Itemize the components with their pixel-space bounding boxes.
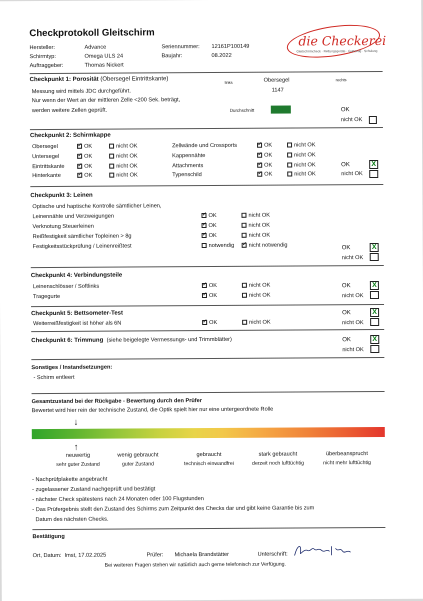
cp3-row-label: Festigkeitsstückprüfung / Leinenreißtest xyxy=(32,243,132,251)
level-desc: technisch einwandfrei xyxy=(184,460,234,468)
divider xyxy=(31,329,384,332)
cp4-ok-label: OK xyxy=(341,283,351,290)
divider xyxy=(31,357,384,360)
cp5-ok-label: OK xyxy=(342,310,351,317)
footer-note: Bei weiteren Fragen stehen wir natürlich auch gerne telefonisch zur Verfügung. xyxy=(104,561,287,569)
cp4-ok-option[interactable]: ✓ OK xyxy=(202,283,217,289)
pruefer-value: Michaela Brandstätter xyxy=(174,551,229,559)
cp5-nok-option[interactable]: nicht OK xyxy=(242,320,270,326)
cp2-ok-option[interactable]: ✓ OK xyxy=(77,173,92,179)
cp6-nichtok-box[interactable] xyxy=(370,345,379,353)
cp5-row-label: Weiterreißfestigkeit ist höher als 6N xyxy=(33,320,122,328)
cp2-title: Checkpunkt 2: Schirmkappe xyxy=(29,132,111,140)
cp5-nichtok-box[interactable] xyxy=(370,318,379,326)
logo-tagline: Gleitschirmcheck · Rettungsgeräte · Gurtzeug · Schulung xyxy=(296,48,378,54)
cp1-nichtok-box[interactable] xyxy=(369,116,377,124)
baujahr-label: Baujahr: xyxy=(161,53,183,60)
auftraggeber-value: Thomas Nickert xyxy=(84,62,124,69)
cp1-obersegel-label: Obersegel xyxy=(263,77,290,84)
cp3-row-label: Reißfestigkeit sämtlicher Topleinen > 8g xyxy=(32,233,132,241)
cp3-ok-label: OK xyxy=(341,245,351,252)
cp4-row-label: Tragegurte xyxy=(32,293,61,301)
cp2-nok-option[interactable]: nicht OK xyxy=(287,152,315,158)
cp2-row-label: Zellwände und Crossports xyxy=(172,142,238,150)
cp1-line2: Nur wenn der Wert an der mittleren Zelle <200 Sek. beträgt, xyxy=(31,97,181,105)
pruefer-label: Prüfer: xyxy=(146,552,164,559)
checkbox-checked[interactable] xyxy=(257,172,262,177)
level-name: wenig gebraucht xyxy=(117,452,159,459)
cp5-title: Checkpunkt 5: Bettsometer-Test xyxy=(31,310,124,318)
checkbox-empty[interactable] xyxy=(241,213,246,218)
cp1-rechts-label: rechts xyxy=(335,77,347,83)
cp2-ok-option[interactable]: ✓ OK xyxy=(257,163,272,169)
cp2-nok-option[interactable]: nicht OK xyxy=(287,162,315,168)
divider xyxy=(32,527,385,530)
schirmtyp-value: Omega ULS 24 xyxy=(84,53,124,60)
gesamt-title: Gesamtzustand bei der Rückgabe - Bewertung durch den Prüfer xyxy=(31,398,202,406)
cp3-title: Checkpunkt 3: Leinen xyxy=(30,192,93,200)
checkbox-checked[interactable] xyxy=(77,144,82,149)
level-name: gebraucht xyxy=(196,451,222,459)
cp1-value-mid: 1147 xyxy=(271,87,284,94)
cp6-ok-label: OK xyxy=(342,337,351,344)
cp1-durchschnitt-label: Durchschnitt xyxy=(229,107,255,113)
cp2-ok-option[interactable]: ✓ OK xyxy=(77,164,92,170)
checkbox-empty[interactable] xyxy=(242,293,247,298)
cp2-ok-option[interactable]: ✓ OK xyxy=(257,143,272,149)
divider xyxy=(31,304,384,307)
cp1-durchschnitt-value: 1147 xyxy=(271,106,291,114)
cp2-nok-option[interactable]: nicht OK xyxy=(287,142,315,148)
cp4-ok-option[interactable]: ✓ OK xyxy=(202,293,217,299)
cp4-nok-option[interactable]: nicht OK xyxy=(242,293,270,299)
cp1-title: Checkpunkt 1: Porosität (Obersegel Eintrittskante) xyxy=(29,76,169,84)
cp5-nichtok-label: nicht OK xyxy=(342,320,364,327)
cp2-row-label: Attachments xyxy=(172,163,204,170)
seriennummer-label: Seriennummer: xyxy=(161,44,200,51)
signature xyxy=(291,540,353,560)
cp3-row-label: Leinennähte und Verzweigungen xyxy=(32,213,115,221)
cp2-ok-option[interactable]: ✓ OK xyxy=(257,172,272,178)
cp3-ok-option[interactable]: ✓ OK xyxy=(202,233,217,239)
cp2-row-label: Kappennähte xyxy=(172,153,206,160)
cp3-nichtok-label: nicht OK xyxy=(341,255,364,262)
unterschrift-label: Unterschrift: xyxy=(257,551,288,558)
hersteller-label: Hersteller: xyxy=(29,44,55,52)
baujahr-value: 08.2022 xyxy=(211,52,232,59)
seriennummer-value: 12161P100149 xyxy=(211,43,250,50)
divider xyxy=(31,265,384,268)
sonstiges-title: Sonstiges / Instandsetzungen: xyxy=(31,364,113,372)
schirmtyp-label: Schirmtyp: xyxy=(29,53,56,61)
cp4-title: Checkpunkt 4: Verbindungsteile xyxy=(30,272,123,280)
cp3-notwendig-option[interactable]: notwendig xyxy=(202,243,235,249)
cp1-line3: werden weitere Zellen geprüft. xyxy=(31,107,108,115)
divider xyxy=(32,391,385,394)
cp3-nok-option[interactable]: nicht OK xyxy=(242,223,270,229)
checkbox-empty[interactable] xyxy=(242,223,247,228)
cp3-nok-option[interactable]: nicht OK xyxy=(242,233,270,239)
cp5-ok-option[interactable]: ✓ OK xyxy=(202,320,217,326)
cp2-nok-option[interactable]: nicht OK xyxy=(287,171,315,177)
checkbox-checked[interactable] xyxy=(202,293,207,298)
checkbox-empty[interactable] xyxy=(109,173,114,178)
cp6-ok-mark[interactable]: X xyxy=(370,335,379,344)
cp3-nok-option[interactable]: nicht OK xyxy=(241,213,269,219)
checkbox-empty[interactable] xyxy=(242,283,247,288)
checkbox-checked[interactable] xyxy=(257,153,262,158)
cp6-title: Checkpunkt 6: Trimmung (siehe beigelegte Vermessungs- und Trimmblätter) xyxy=(31,336,232,345)
checkbox-checked[interactable] xyxy=(257,163,262,168)
cp1-links-label: links xyxy=(224,79,233,85)
cp1-nichtok-label: nicht OK xyxy=(340,117,363,124)
condition-scale xyxy=(32,427,385,439)
rating-marker-icon: ↓ xyxy=(73,416,79,427)
cp2-row-label: Typenschild xyxy=(172,172,202,179)
checkbox-checked[interactable] xyxy=(202,283,207,288)
cp3-intro: Optische und haptische Kontrolle sämtlicher Leinen, xyxy=(32,203,162,211)
cp2-row-label: Untersegel xyxy=(32,153,60,161)
level-desc: nicht mehr lufttüchtig xyxy=(323,460,371,467)
checkbox-checked[interactable] xyxy=(202,223,207,228)
checkbox-empty[interactable] xyxy=(242,320,247,325)
cp3-row-label: Verknotung Steuerleinen xyxy=(32,223,94,231)
checkbox-checked[interactable] xyxy=(77,173,82,178)
cp2-nok-option[interactable]: nicht OK xyxy=(109,163,137,169)
cp2-ok-label: OK xyxy=(341,162,350,169)
cp3-nicht-notwendig-option[interactable]: ✓ nicht notwendig xyxy=(242,243,288,249)
cp2-nichtok-label: nicht OK xyxy=(341,171,363,178)
cp2-nok-option[interactable]: nicht OK xyxy=(109,172,137,178)
page-title: Checkprotokoll Gleitschirm xyxy=(29,27,155,40)
checkbox-checked[interactable] xyxy=(77,164,82,169)
note-item: - zugelassener Zustand nachgeprüft und bestätigt xyxy=(32,486,156,494)
checkbox-empty[interactable] xyxy=(287,163,292,168)
cp2-row-label: Obersegel xyxy=(32,143,58,151)
note-item: - nächster Check spätestens nach 24 Monaten oder 100 Flugstunden xyxy=(32,496,204,504)
checkbox-empty[interactable] xyxy=(202,243,207,248)
checkbox-empty[interactable] xyxy=(109,154,114,159)
cp4-ok-mark[interactable]: X xyxy=(370,281,379,290)
logo-text: die Checkerei xyxy=(298,32,387,49)
auftraggeber-label: Auftraggeber: xyxy=(29,62,64,70)
cp2-ok-option[interactable]: ✓ OK xyxy=(77,154,92,160)
bestaetigung-title: Bestätigung xyxy=(32,533,65,541)
cp1-ok-box[interactable] xyxy=(369,104,377,112)
cp3-nichtok-box[interactable] xyxy=(370,253,379,261)
level-name: überbeansprucht xyxy=(325,451,368,458)
cp3-ok-mark[interactable]: X xyxy=(370,243,379,252)
checkbox-empty[interactable] xyxy=(287,153,292,158)
cp4-row-label: Leinenschlösser / Softlinks xyxy=(32,283,100,291)
checkbox-empty[interactable] xyxy=(109,164,114,169)
cp2-nok-option[interactable]: nicht OK xyxy=(109,153,137,159)
gesamt-subtitle: Bewertet wird hier rein der technische Zustand, die Optik spielt hier nur eine untergeordnete Rolle xyxy=(31,406,274,415)
checkbox-empty[interactable] xyxy=(242,233,247,238)
cp6-nichtok-label: nicht OK xyxy=(342,347,364,354)
cp1-ok-label: OK xyxy=(340,107,350,114)
cp2-ok-option[interactable]: ✓ OK xyxy=(77,144,92,150)
checkbox-checked[interactable] xyxy=(77,154,82,159)
cp5-ok-mark[interactable]: X xyxy=(370,308,379,317)
checkbox-checked[interactable] xyxy=(257,143,262,148)
cp3-ok-option[interactable]: ✓ OK xyxy=(201,213,216,219)
level-name: neuwertig xyxy=(65,452,91,459)
cp1-line1: Messung wird mittels JDC durchgeführt. xyxy=(31,88,131,96)
divider xyxy=(30,184,383,187)
note-item: - Das Prüfergebnis stellt den Zustand des Schirms zum Zeitpunkt des Checks dar und gibt keine Garantie bis zum xyxy=(32,505,315,514)
cp4-nichtok-label: nicht OK xyxy=(341,293,364,300)
checkbox-checked[interactable] xyxy=(202,320,207,325)
divider xyxy=(30,127,383,130)
checkbox-empty[interactable] xyxy=(109,144,114,149)
cp4-nichtok-box[interactable] xyxy=(370,291,379,299)
checkbox-checked[interactable] xyxy=(242,243,247,248)
level-name: stark gebraucht xyxy=(258,451,298,458)
level-desc: derzeit noch lufttüchtig xyxy=(252,460,304,467)
note-item: - Nachprüfplakette angebracht xyxy=(32,476,108,484)
checkbox-empty[interactable] xyxy=(287,143,292,148)
rating-arrow-icon: ↑ xyxy=(73,441,79,452)
ort-label: Ort, Datum: xyxy=(32,552,62,560)
divider xyxy=(30,71,383,74)
checkbox-checked[interactable] xyxy=(201,213,206,218)
cp4-nok-option[interactable]: nicht OK xyxy=(242,283,270,289)
cp2-ok-option[interactable]: ✓ OK xyxy=(257,153,272,159)
cp2-nichtok-box[interactable] xyxy=(369,170,378,178)
cp2-row-label: Hinterkante xyxy=(32,172,61,180)
sonstiges-text: - Schirm entleert xyxy=(33,374,75,382)
cp2-ok-mark[interactable]: X xyxy=(369,160,378,169)
cp2-row-label: Eintrittskante xyxy=(32,163,65,171)
level-desc: guter Zustand xyxy=(121,461,155,468)
level-desc: sehr guter Zustand xyxy=(56,461,100,468)
cp3-ok-option[interactable]: ✓ OK xyxy=(202,223,217,229)
cp2-nok-option[interactable]: nicht OK xyxy=(109,143,137,149)
checkbox-checked[interactable] xyxy=(202,233,207,238)
note-item: Datum des nächsten Checks. xyxy=(32,516,109,524)
ort-value: Imst, 17.02.2025 xyxy=(64,552,107,559)
checkbox-empty[interactable] xyxy=(287,172,292,177)
hersteller-value: Advance xyxy=(84,44,107,51)
